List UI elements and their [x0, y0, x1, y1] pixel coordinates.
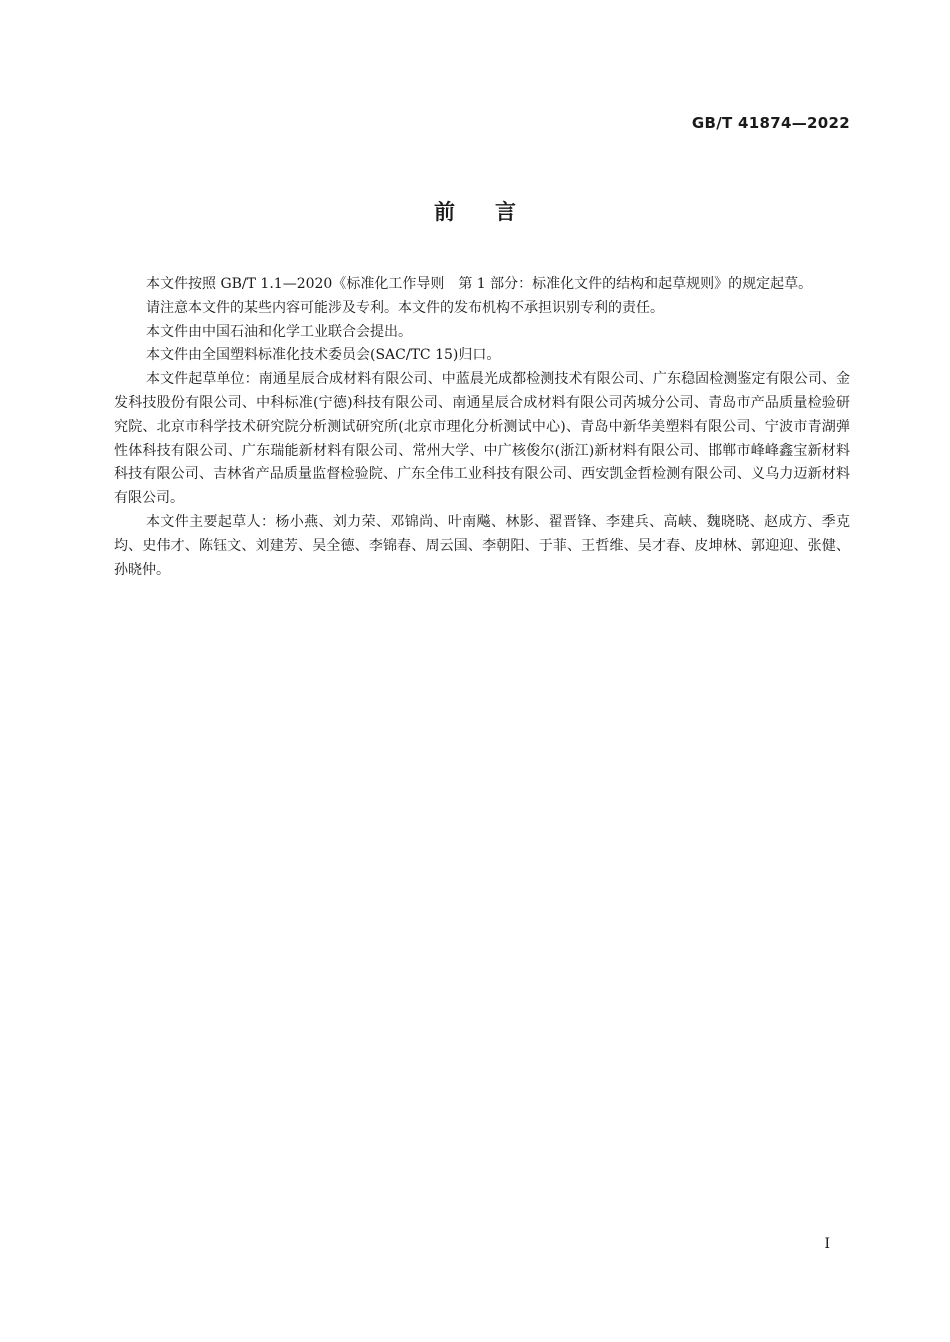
paragraph-drafters: 本文件主要起草人：杨小燕、刘力荣、邓锦尚、叶南飚、林影、翟晋锋、李建兵、高峡、魏晓晓、赵成方、季克均、史伟才、陈钰文、刘建芳、吴全德、李锦春、周云国、李朝阳、于菲、王哲维、吴才春、皮坤林、郭迎迎、张健、孙晓仲。 [114, 513, 850, 578]
page-title: 前言 [434, 200, 556, 224]
standard-number: GB/T 41874—2022 [691, 114, 850, 132]
page-number: I [824, 1236, 830, 1252]
paragraph-committee: 本文件由全国塑料标准化技术委员会(SAC/TC 15)归口。 [146, 347, 501, 364]
paragraph-patent-notice: 请注意本文件的某些内容可能涉及专利。本文件的发布机构不承担识别专利的责任。 [146, 299, 664, 316]
paragraph-drafting-units: 本文件起草单位：南通星辰合成材料有限公司、中蓝晨光成都检测技术有限公司、广东稳固检测鉴定有限公司、金发科技股份有限公司、中科标准(宁德)科技有限公司、南通星辰合成材料有限公司芮城分公司、青岛市产品质量检验研究院、北京市科学技术研究院分析测试研究所(北京市理化分析测试中心)、青岛中新华美塑料有限公司、宁波市青湖弹性体科技有限公司、广东瑞能新材料有限公司、常州大学、中广核俊尔(浙江)新材料有限公司、邯郸市峰峰鑫宝新材料科技有限公司、吉林省产品质量监督检验院、广东全伟工业科技有限公司、西安凯金哲检测有限公司、义乌力迈新材料有限公司。 [114, 371, 850, 507]
foreword-body [114, 273, 850, 582]
paragraph-proposer: 本文件由中国石油和化学工业联合会提出。 [146, 323, 412, 340]
paragraph-drafting-rules: 本文件按照 GB/T 1.1—2020《标准化工作导则 第 1 部分：标准化文件的结构和起草规则》的规定起草。 [146, 276, 813, 292]
